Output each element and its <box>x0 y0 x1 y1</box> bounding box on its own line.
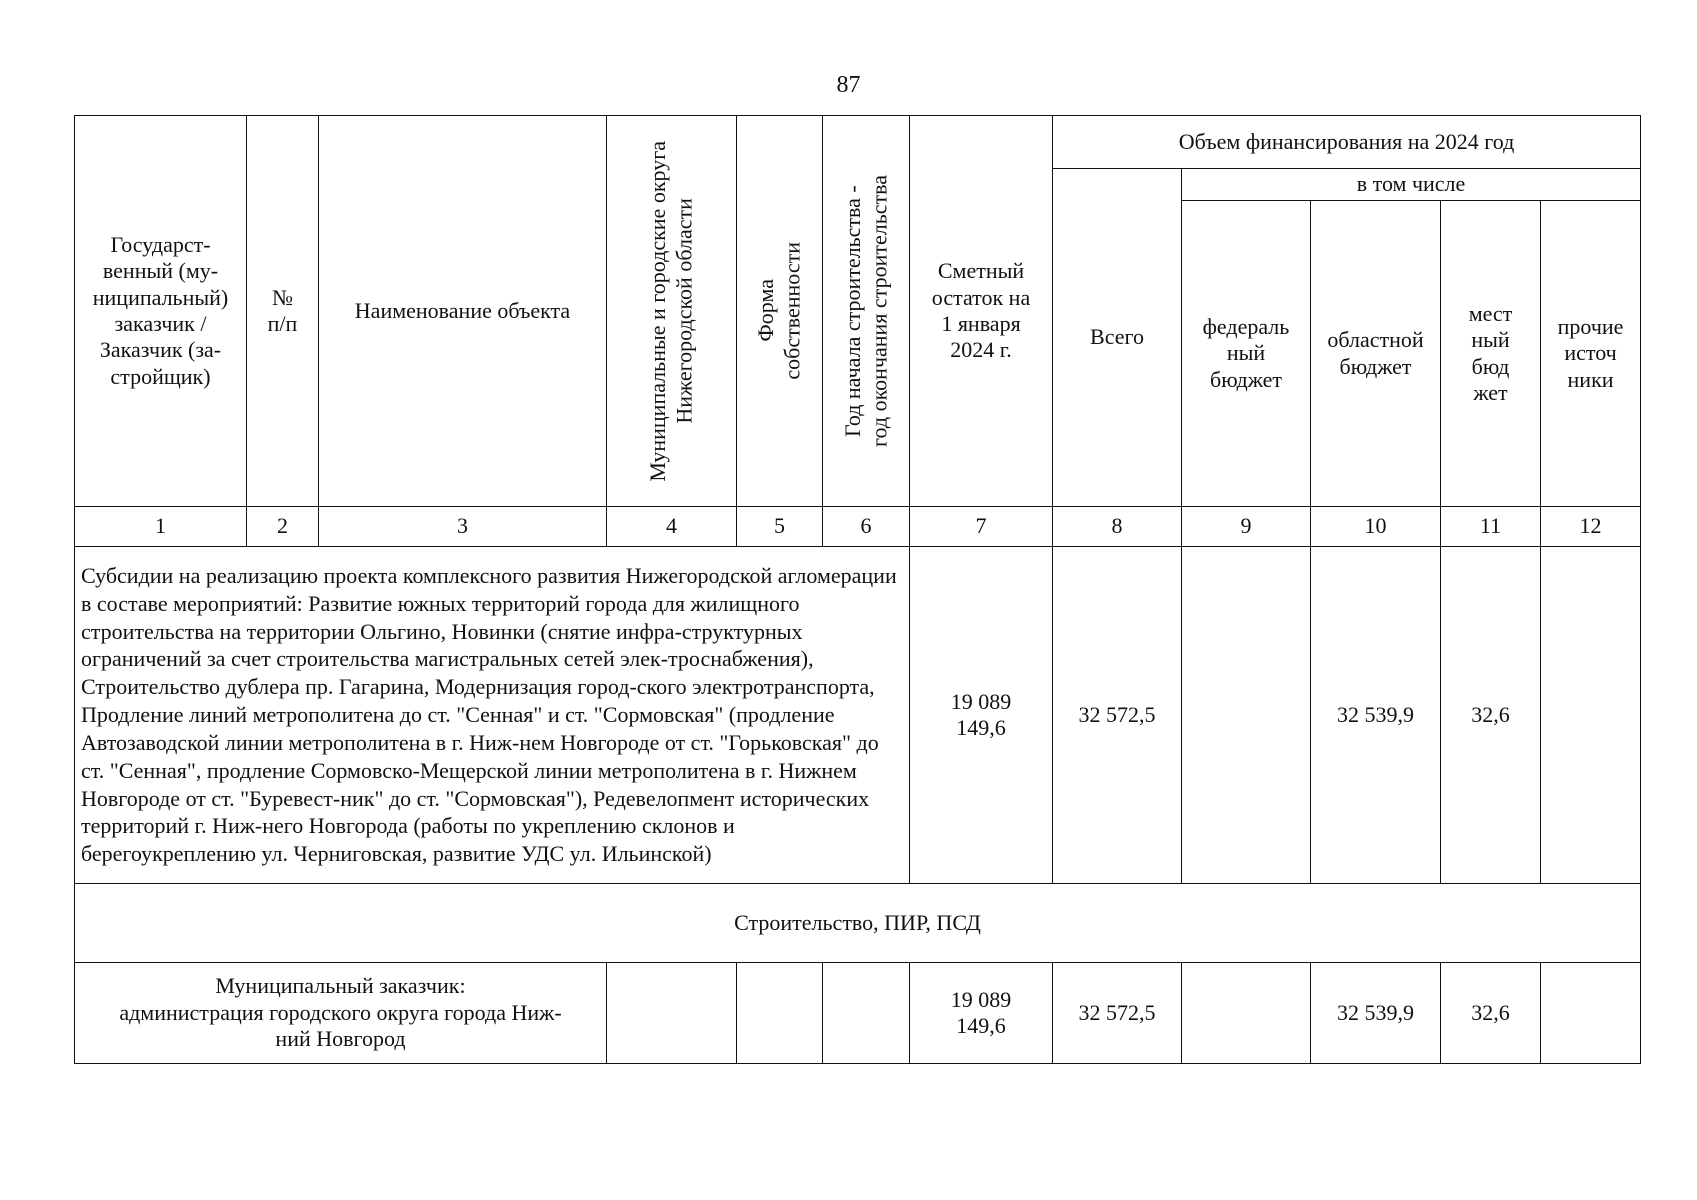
customer-row <box>75 963 1641 1064</box>
section-row <box>75 884 1641 963</box>
column-number: 10 <box>1311 507 1441 547</box>
customer-regional: 32 539,9 <box>1311 963 1441 1064</box>
customer-municipality <box>607 963 737 1064</box>
customer-name: Муниципальный заказчик: администрация городского округа города Ниж- ний Новгород <box>75 963 607 1064</box>
financing-table <box>74 115 1641 1064</box>
subsidy-total: 32 572,5 <box>1053 547 1182 884</box>
header-number: № п/п <box>247 116 319 507</box>
customer-ownership <box>737 963 823 1064</box>
section-title: Строительство, ПИР, ПСД <box>75 884 1641 963</box>
header-regional: областной бюджет <box>1311 201 1441 507</box>
customer-total: 32 572,5 <box>1053 963 1182 1064</box>
header-years-text: Год начала строительства - год окончания строительства <box>839 175 891 447</box>
header-ownership-text: Форма собственности <box>753 242 805 380</box>
column-number: 4 <box>607 507 737 547</box>
column-number: 5 <box>737 507 823 547</box>
column-number: 6 <box>823 507 910 547</box>
column-number: 1 <box>75 507 247 547</box>
header-municipalities <box>607 116 737 507</box>
header-estimate-balance: Сметный остаток на 1 января 2024 г. <box>910 116 1053 507</box>
customer-other <box>1541 963 1641 1064</box>
header-object-name: Наименование объекта <box>319 116 607 507</box>
header-municipalities-text: Муниципальные и городские округа Нижегородской области <box>645 140 697 482</box>
header-including: в том числе <box>1182 169 1641 201</box>
column-number: 7 <box>910 507 1053 547</box>
subsidy-local: 32,6 <box>1441 547 1541 884</box>
customer-federal <box>1182 963 1311 1064</box>
header-customer: Государст- венный (му- ниципальный) заказчик / Заказчик (за- стройщик) <box>75 116 247 507</box>
header-local: мест ный бюд жет <box>1441 201 1541 507</box>
subsidy-row <box>75 547 1641 884</box>
column-number: 12 <box>1541 507 1641 547</box>
column-number: 2 <box>247 507 319 547</box>
column-number: 3 <box>319 507 607 547</box>
column-number: 9 <box>1182 507 1311 547</box>
header-total: Всего <box>1053 169 1182 507</box>
header-years <box>823 116 910 507</box>
header-federal: федераль ный бюджет <box>1182 201 1311 507</box>
header-ownership <box>737 116 823 507</box>
subsidy-regional: 32 539,9 <box>1311 547 1441 884</box>
header-financing: Объем финансирования на 2024 год <box>1053 116 1641 169</box>
customer-local: 32,6 <box>1441 963 1541 1064</box>
subsidy-description: Субсидии на реализацию проекта комплексного развития Нижегородской агломерации в составе мероприятий: Развитие южных территорий города для жилищного строительства на территории Ольгино, Новинки (снятие инфра-структурных ограничений за счет строительства магистральных сетей элек-троснабжения), Строительство дублера пр. Гагарина, Модернизация город-ского электротранспорта, Продление линий метрополитена до ст. "Сенная" и ст. "Сормовская" (продление Автозаводской линии метрополитена в г. Ниж-нем Новгороде от ст. "Горьковская" до ст. "Сенная", продление Сормовско-Мещерской линии метрополитена в г. Нижнем Новгороде от ст. "Буревест-ник" до ст. "Сормовская"), Редевелопмент исторических территорий г. Ниж-него Новгорода (работы по укреплению склонов и берегоукреплению ул. Черниговская, развитие УДС ул. Ильинской) <box>75 547 910 884</box>
subsidy-estimate-balance: 19 089 149,6 <box>910 547 1053 884</box>
column-number: 11 <box>1441 507 1541 547</box>
customer-estimate-balance: 19 089 149,6 <box>910 963 1053 1064</box>
page-number: 87 <box>836 72 861 98</box>
subsidy-other <box>1541 547 1641 884</box>
customer-years <box>823 963 910 1064</box>
subsidy-federal <box>1182 547 1311 884</box>
column-number: 8 <box>1053 507 1182 547</box>
column-numbers-row <box>75 507 1641 547</box>
header-other: прочие источ ники <box>1541 201 1641 507</box>
